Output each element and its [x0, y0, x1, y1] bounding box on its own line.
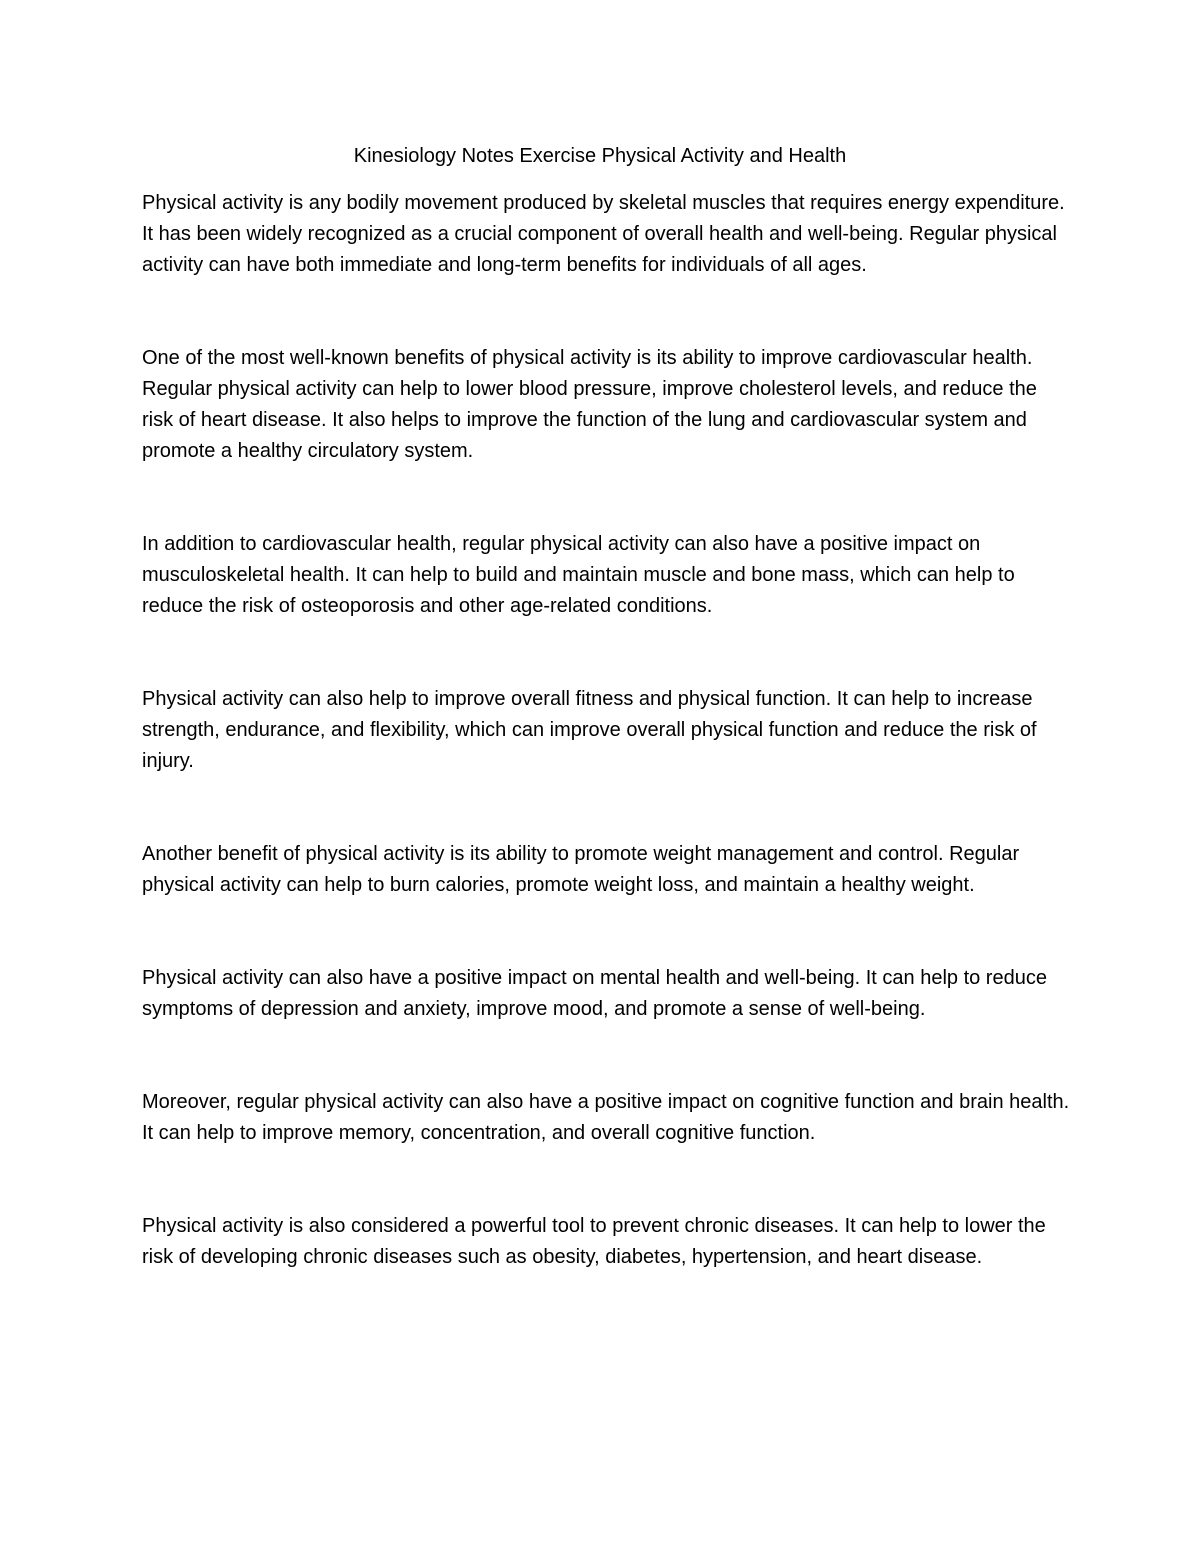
- paragraph-definition: Physical activity is any bodily movement produced by skeletal muscles that requires energy expenditure. It has been widely recognized as a crucial component of overall health and well-being. Regular physical activity can have both immediate and long-term benefits for individuals of all ages.: [142, 192, 1065, 276]
- paragraph-fitness: Physical activity can also help to improve overall fitness and physical function. It can help to increase strength, endurance, and flexibility, which can improve overall physical function and reduce the risk of injury.: [142, 688, 1037, 772]
- document-body: [142, 188, 1072, 1273]
- document-title: Kinesiology Notes Exercise Physical Activity and Health: [353, 145, 847, 167]
- paragraph-cardiovascular: One of the most well-known benefits of physical activity is its ability to improve cardiovascular health. Regular physical activity can help to lower blood pressure, improve cholesterol levels, and reduce the risk of heart disease. It also helps to improve the function of the lung and cardiovascular system and promote a healthy circulatory system.: [142, 347, 1037, 462]
- paragraph-musculoskeletal: In addition to cardiovascular health, regular physical activity can also have a positive impact on musculoskeletal health. It can help to build and maintain muscle and bone mass, which can help to reduce the risk of osteoporosis and other age-related conditions.: [142, 533, 1015, 617]
- paragraph-cognitive: Moreover, regular physical activity can also have a positive impact on cognitive function and brain health. It can help to improve memory, concentration, and overall cognitive function.: [142, 1091, 1070, 1144]
- paragraph-weight: Another benefit of physical activity is its ability to promote weight management and control. Regular physical activity can help to burn calories, promote weight loss, and maintain a healthy weight.: [142, 843, 1020, 896]
- paragraph-mental-health: Physical activity can also have a positive impact on mental health and well-being. It can help to reduce symptoms of depression and anxiety, improve mood, and promote a sense of well-being.: [142, 967, 1047, 1020]
- paragraph-chronic-disease: Physical activity is also considered a powerful tool to prevent chronic diseases. It can help to lower the risk of developing chronic diseases such as obesity, diabetes, hypertension, and heart disease.: [142, 1215, 1046, 1268]
